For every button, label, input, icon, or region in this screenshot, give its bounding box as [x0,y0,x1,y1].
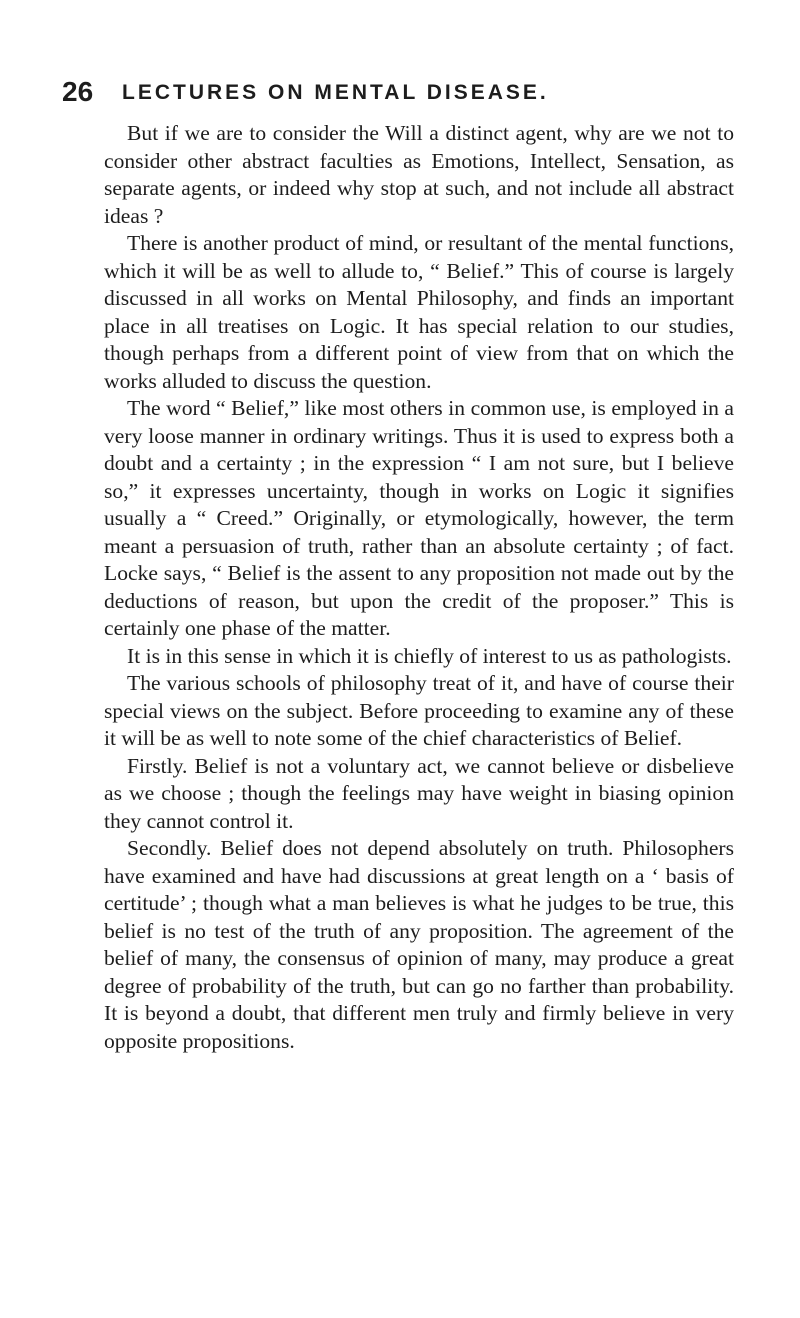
body-text [104,120,734,1055]
running-title: LECTURES ON MENTAL DISEASE. [122,81,549,104]
paragraph: But if we are to consider the Will a distinct agent, why are we not to consider other abstract faculties as Emotions, Intellect, Sensation, as separate agents, or indeed why stop at such, and not include all abstract ideas ? [104,121,734,228]
paragraph: It is in this sense in which it is chiefly of interest to us as pathologists. [127,643,732,668]
paragraph: There is another product of mind, or resultant of the mental functions, which it will be as well to allude to, “ Belief.” This of course is largely discussed in all works on Mental Philosophy, and finds an important place in all treatises on Logic. It has special relation to our studies, though perhaps from a different point of view from that on which the works alluded to discuss the question. [104,231,734,393]
paragraph: Secondly. Belief does not depend absolutely on truth. Philosophers have examined and have had discussions at great length on a ‘ basis of certitude’ ; though what a man believes is what he judges to be true, this belief is no test of the truth of any proposition. The agreement of the belief of many, the consensus of opinion of many, may produce a great degree of probability of the truth, but can go no farther than probability. It is beyond a doubt, that different men truly and firmly believe in very opposite propositions. [104,836,734,1053]
paragraph: Firstly. Belief is not a voluntary act, we cannot believe or disbelieve as we choose ; though the feelings may have weight in biasing opinion they cannot control it. [104,753,734,833]
paragraph: The various schools of philosophy treat of it, and have of course their special views on the subject. Before proceeding to examine any of these it will be as well to note some of the chief characteristics of Belief. [104,671,734,750]
paragraph: The word “ Belief,” like most others in common use, is employed in a very loose manner in ordinary writings. Thus it is used to express both a doubt and a certainty ; in the expression “ I am not sure, but I believe so,” it expresses uncertainty, though in works on Logic it signifies usually a “ Creed.” Originally, or etymologically, however, the term meant a persuasion of truth, rather than an absolute certainty ; of fact. Locke says, “ Belief is the assent to any proposition not made out by the deductions of reason, but upon the credit of the proposer.” This is certainly one phase of the matter. [104,396,734,640]
page-header [62,76,762,116]
page-number: 26 [62,76,94,107]
